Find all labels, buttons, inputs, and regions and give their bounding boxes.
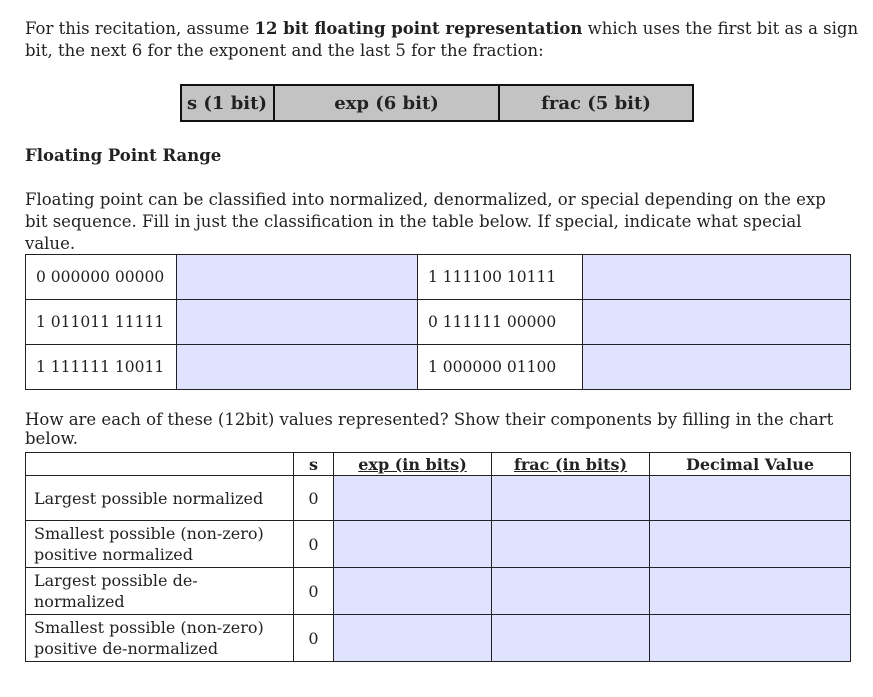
bit-pattern-cell: 1 111111 10011: [26, 345, 177, 390]
column-header-decimal: Decimal Value: [650, 453, 851, 476]
header-row: [26, 453, 851, 476]
classification-answer-cell[interactable]: [177, 300, 418, 345]
bit-pattern-cell: 0 111111 00000: [418, 300, 583, 345]
sign-value: 0: [294, 476, 334, 521]
intro-text: [25, 18, 860, 62]
frac-field: frac (5 bit): [541, 92, 651, 114]
classification-answer-cell[interactable]: [583, 345, 851, 390]
column-header-s: s: [294, 453, 334, 476]
intro-bold: 12 bit floating point representation: [254, 19, 583, 38]
table-row: [26, 300, 851, 345]
table-row: [26, 521, 851, 568]
exp-answer-cell[interactable]: [334, 521, 492, 568]
bit-pattern-cell: 1 011011 11111: [26, 300, 177, 345]
bit-pattern-cell: 0 000000 00000: [26, 255, 177, 300]
frac-answer-cell[interactable]: [492, 615, 650, 662]
row-label: Smallest possible (non-zero) positive normalized: [26, 521, 294, 568]
exp-answer-cell[interactable]: [334, 568, 492, 615]
classification-table: [25, 254, 851, 390]
decimal-answer-cell[interactable]: [650, 521, 851, 568]
frac-answer-cell[interactable]: [492, 568, 650, 615]
classification-answer-cell[interactable]: [583, 255, 851, 300]
classification-answer-cell[interactable]: [177, 255, 418, 300]
table-row: [26, 568, 851, 615]
frac-answer-cell[interactable]: [492, 476, 650, 521]
bit-layout-diagram: [180, 84, 694, 122]
components-question: How are each of these (12bit) values represented? Show their components by filling in the chart below.: [25, 410, 834, 448]
exp-answer-cell[interactable]: [334, 615, 492, 662]
frac-answer-cell[interactable]: [492, 521, 650, 568]
classification-answer-cell[interactable]: [583, 300, 851, 345]
components-table: [25, 452, 851, 662]
sign-bit-field: s (1 bit): [182, 86, 275, 120]
row-label: Largest possible normalized: [26, 476, 294, 521]
table-row: [26, 345, 851, 390]
table-row: [26, 476, 851, 521]
intro-suffix: which uses the first bit as a sign bit, the next 6 for the exponent and the last 5 for the fraction:: [25, 19, 859, 60]
range-heading: Floating Point Range: [25, 146, 222, 165]
range-paragraph: Floating point can be classified into normalized, denormalized, or special depending on the exp bit sequence. Fill in just the classification in the table below. If special, indicate what special value.: [25, 190, 826, 253]
bit-pattern-cell: 1 111100 10111: [418, 255, 583, 300]
column-header-frac: frac (in bits): [492, 453, 650, 476]
sign-value: 0: [294, 615, 334, 662]
intro-prefix: For this recitation, assume: [25, 19, 255, 38]
column-header-exp: exp (in bits): [334, 453, 492, 476]
sign-value: 0: [294, 568, 334, 615]
decimal-answer-cell[interactable]: [650, 568, 851, 615]
row-label: Smallest possible (non-zero) positive de-normalized: [26, 615, 294, 662]
exp-answer-cell[interactable]: [334, 476, 492, 521]
bit-pattern-cell: 1 000000 01100: [418, 345, 583, 390]
table-row: [26, 615, 851, 662]
column-header-label: [26, 453, 294, 476]
table-row: [26, 255, 851, 300]
sign-value: 0: [294, 521, 334, 568]
decimal-answer-cell[interactable]: [650, 476, 851, 521]
row-label: Largest possible de-normalized: [26, 568, 294, 615]
decimal-answer-cell[interactable]: [650, 615, 851, 662]
exp-field: exp (6 bit): [275, 86, 500, 120]
classification-answer-cell[interactable]: [177, 345, 418, 390]
